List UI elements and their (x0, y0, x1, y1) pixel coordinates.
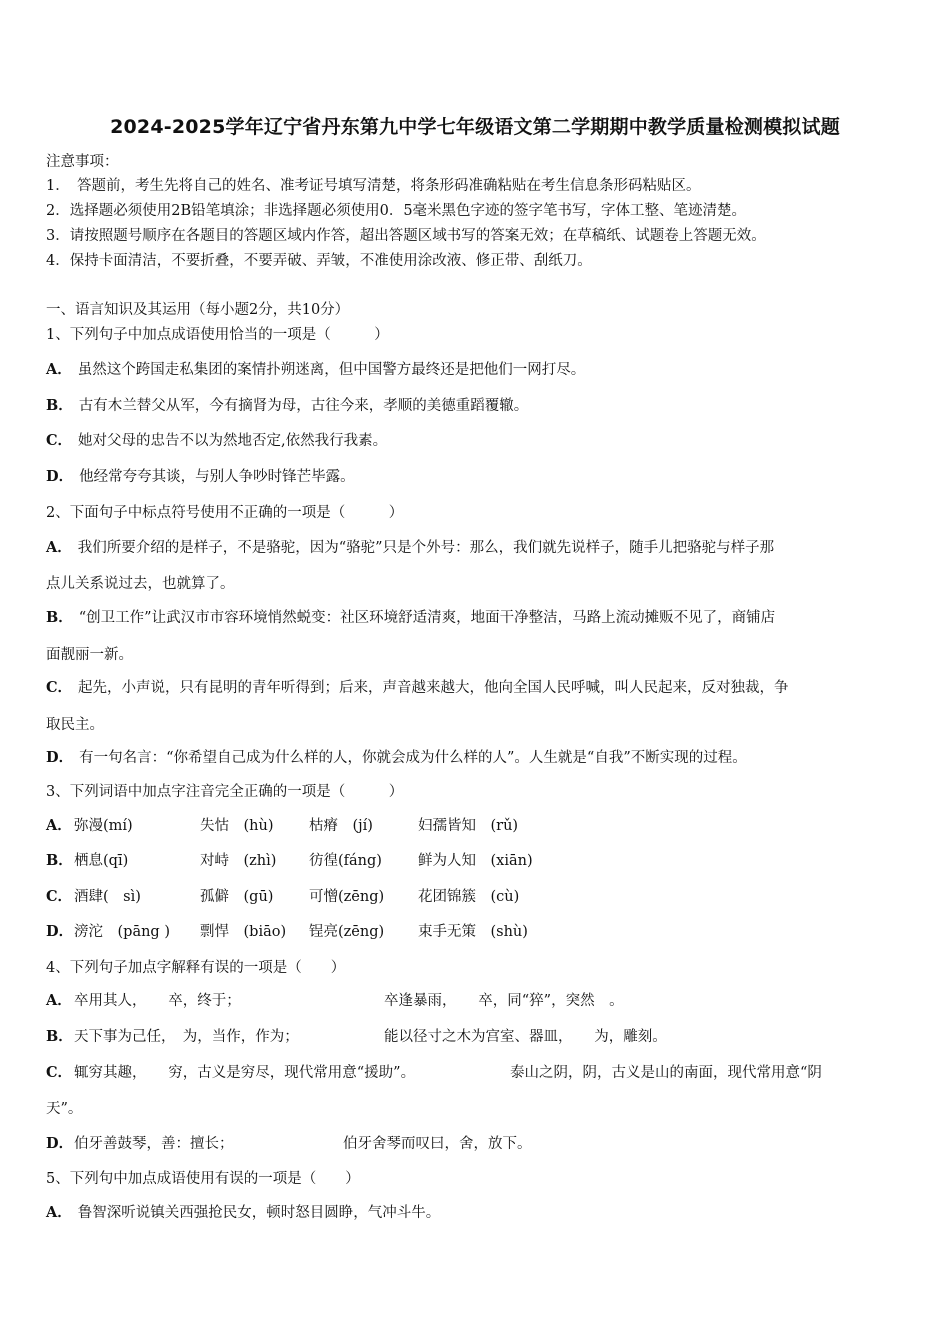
option-cell: 彷徨(fáng) (309, 853, 382, 869)
page-title: 2024-2025学年辽宁省丹东第九中学七年级语文第二学期期中教学质量检测模拟试题 (110, 116, 840, 138)
notice-item: 1． 答题前，考生先将自己的姓名、准考证号填写清楚，将条形码准确粘贴在考生信息条形码粘贴区。 (46, 178, 701, 194)
option-cell: 对峙 (zhì) (200, 853, 277, 869)
option-cell: 妇孺皆知 (rǔ) (418, 818, 519, 834)
question-stem: 2、下面句子中标点符号使用不正确的一项是（ ） (46, 505, 404, 521)
option-cell: 弥漫(mí) (74, 818, 133, 834)
option-text: 虽然这个跨国走私集团的案情扑朔迷离，但中国警方最终还是把他们一网打尽。 (77, 362, 586, 378)
option-label: B． (46, 609, 73, 626)
question-stem: 3、下列词语中加点字注音完全正确的一项是（ ） (46, 784, 404, 800)
option-text: 我们所要介绍的是样子，不是骆驼，因为“骆驼”只是个外号：那么，我们就先说样子，随手儿把骆驼与样子那 (77, 540, 775, 556)
option-a-continued: 点儿关系说过去，也就算了。 (46, 576, 235, 592)
option-cell: 天下事为己任， 为，当作，作为； (74, 1029, 299, 1045)
option-cell: 伯牙舍琴而叹曰，舍，放下。 (343, 1136, 532, 1152)
option-label: D． (46, 923, 74, 940)
option-d (46, 748, 747, 768)
option-cell: 束手无策 (shù) (418, 924, 528, 940)
option-text: 起先，小声说，只有昆明的青年听得到；后来，声音越来越大，他向全国人民呼喊，叫人民起来，反对独裁，争 (78, 680, 789, 696)
option-cell: 剽悍 (biāo) (200, 924, 287, 940)
option-cell: 失怙 (hù) (200, 818, 274, 834)
option-a (46, 360, 585, 380)
option-a (46, 1203, 440, 1223)
option-label: B． (46, 397, 73, 414)
notice-item: 2．选择题必须使用2B铅笔填涂；非选择题必须使用0．5毫米黑色字迹的签字笔书写，字体工整、笔迹清楚。 (46, 203, 747, 219)
option-c (46, 431, 387, 451)
question-stem: 1、下列句子中加点成语使用恰当的一项是（ ） (46, 327, 389, 343)
option-label: A． (46, 817, 72, 834)
notice-item: 4．保持卡面清洁，不要折叠，不要弄破、弄皱，不准使用涂改液、修正带、刮纸刀。 (46, 253, 592, 269)
question-stem: 4、下列句子加点字解释有误的一项是（ ） (46, 960, 346, 976)
option-cell: 酒肆( sì) (74, 889, 141, 905)
option-cell: 孤僻 (gū) (200, 889, 274, 905)
option-label: C． (46, 432, 73, 449)
option-label: B． (46, 1028, 73, 1045)
notice-item: 3．请按照题号顺序在各题目的答题区域内作答，超出答题区域书写的答案无效；在草稿纸、试题卷上答题无效。 (46, 228, 766, 244)
option-cell: 枯瘠 (jí) (309, 818, 373, 834)
option-text: “创卫工作”让武汉市市容环境悄然蜕变：社区环境舒适清爽，地面干净整洁，马路上流动摊贩不见了，商铺店 (78, 610, 776, 626)
option-text: 他经常夸夸其谈，与别人争吵时锋芒毕露。 (79, 469, 355, 485)
option-b (46, 608, 775, 628)
option-label: C． (46, 679, 73, 696)
option-b-continued: 面靓丽一新。 (46, 647, 133, 663)
option-cell: 鲜为人知 (xiān) (418, 853, 533, 869)
question-stem: 5、下列句中加点成语使用有误的一项是（ ） (46, 1171, 360, 1187)
option-cell: 辄穷其趣， 穷，古义是穷尽，现代常用意“援助”。 (74, 1065, 416, 1081)
option-label: B． (46, 852, 73, 869)
option-text: 她对父母的忠告不以为然地否定,依然我行我素。 (78, 433, 388, 449)
option-c-continued: 天”。 (46, 1101, 83, 1117)
notice-heading: 注意事项： (46, 154, 119, 170)
option-cell: 栖息(qī) (74, 853, 129, 869)
option-text: 有一句名言：“你希望自己成为什么样的人，你就会成为什么样的人”。人生就是“自我”不断实现的过程。 (79, 750, 747, 766)
option-cell: 可憎(zēng) (309, 889, 385, 905)
option-label: D． (46, 1135, 74, 1152)
option-cell: 卒用其人， 卒，终于； (74, 993, 241, 1009)
option-label: C． (46, 888, 73, 905)
option-text: 古有木兰替父从军，今有摘肾为母，古往今来，孝顺的美德重蹈覆辙。 (78, 398, 529, 414)
option-cell: 泰山之阴，阴，古义是山的南面，现代常用意“阴 (510, 1065, 822, 1081)
option-cell: 能以径寸之木为宫室、器皿， 为，雕刻。 (384, 1029, 667, 1045)
option-a (46, 538, 774, 558)
option-label: A． (46, 361, 72, 378)
option-label: A． (46, 992, 72, 1009)
option-cell: 伯牙善鼓琴，善：擅长； (74, 1136, 234, 1152)
option-cell: 滂沱 (pāng ) (74, 924, 170, 940)
option-c (46, 678, 789, 698)
option-label: A． (46, 1204, 72, 1221)
option-b (46, 396, 528, 416)
option-d (46, 467, 355, 487)
option-label: D． (46, 749, 74, 766)
option-label: D． (46, 468, 74, 485)
option-label: A． (46, 539, 72, 556)
option-label: C． (46, 1064, 73, 1081)
option-cell: 卒逢暴雨， 卒，同“猝”，突然 。 (384, 993, 624, 1009)
option-text: 鲁智深听说镇关西强抢民女，顿时怒目圆睁，气冲斗牛。 (77, 1205, 441, 1221)
option-cell: 锃亮(zēng) (309, 924, 385, 940)
option-cell: 花团锦簇 (cù) (418, 889, 520, 905)
option-c-continued: 取民主。 (46, 717, 104, 733)
section-heading: 一、语言知识及其运用（每小题2分，共10分） (46, 302, 350, 318)
